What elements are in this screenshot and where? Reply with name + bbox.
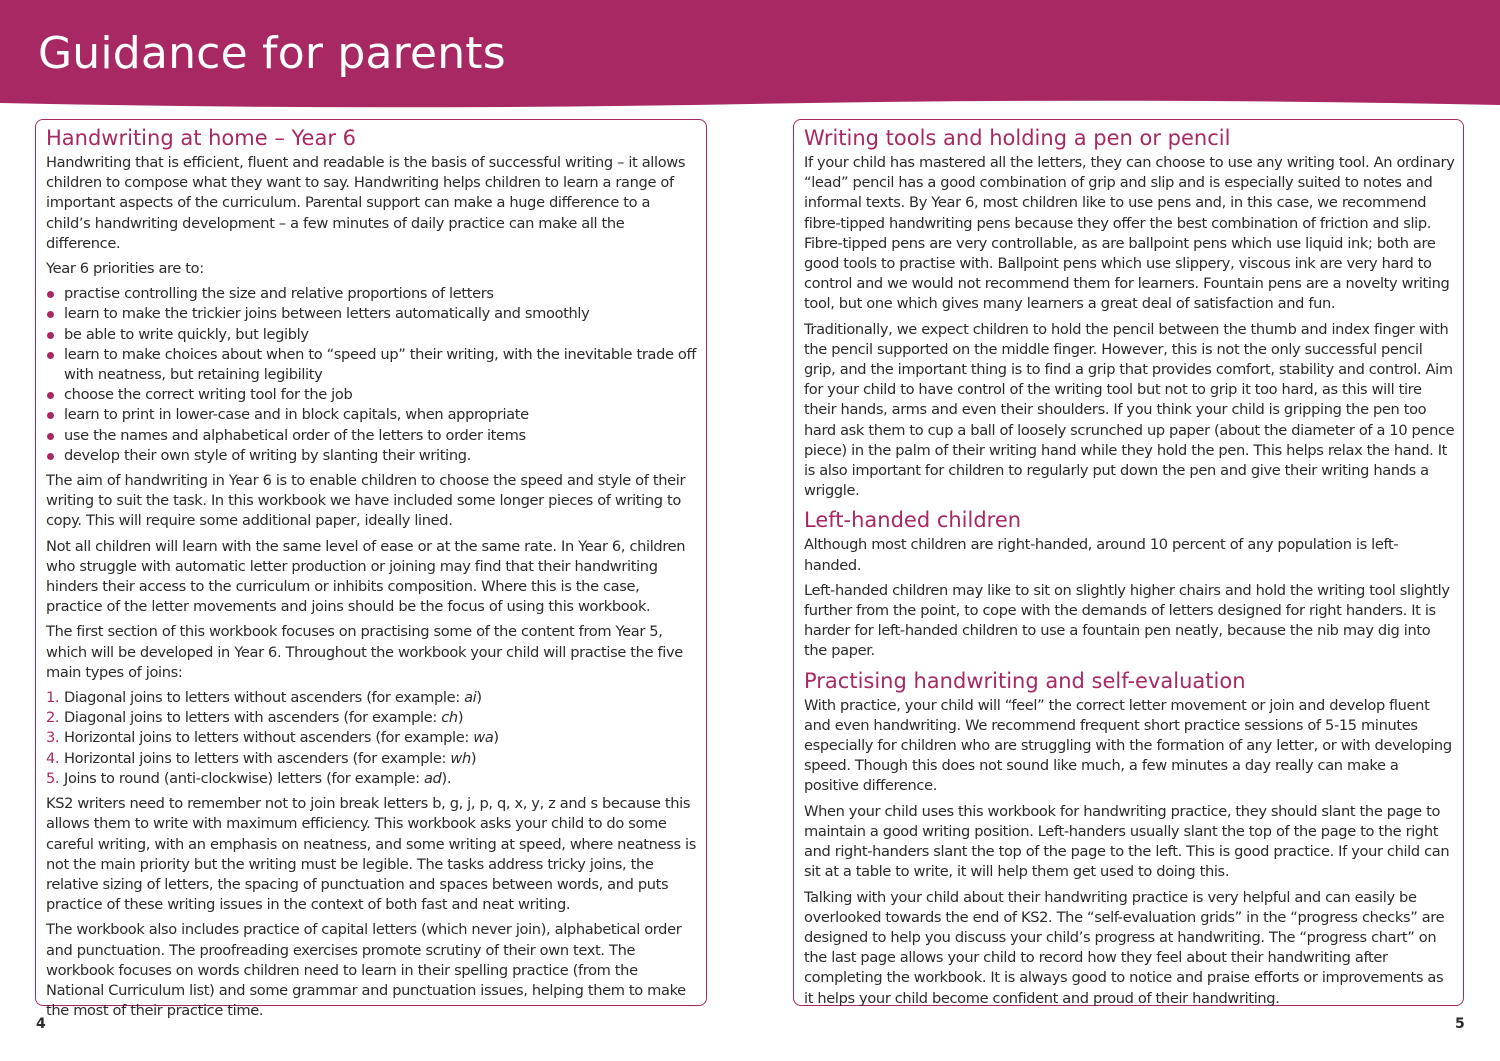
bullet-icon — [47, 453, 54, 460]
list-item: develop their own style of writing by slanting their writing. — [46, 446, 698, 466]
banner-wave-edge — [0, 99, 1500, 113]
list-item: be able to write quickly, but legibly — [46, 325, 698, 345]
list-item: choose the correct writing tool for the job — [46, 385, 698, 405]
ks2-writers-paragraph: KS2 writers need to remember not to join break letters b, g, j, p, q, x, y, z and s because this allows them to write with maximum efficiency. This workbook asks your child to do some careful writing, with an emphasis on neatness, and some writing at speed, where neatness is not the main priority but the writing must be legible. The tasks address tricky joins, the relative sizing of letters, the spacing of punctuation and spaces between words, and puts practice of these writing issues in the context of both fast and neat writing. — [46, 795, 696, 914]
heading-writing-tools: Writing tools and holding a pen or pencil — [804, 126, 1231, 150]
list-item: 4. Horizontal joins to letters with ascenders (for example: wh) — [46, 749, 477, 767]
panel-writing-tools — [793, 119, 1464, 1006]
writing-tools-paragraph: If your child has mastered all the letters, they can choose to use any writing tool. An ordinary “lead” pencil has a good combination of grip and slip and is especially suited to notes and informal texts. By Year 6, most children like to use pens and, in this case, we recommend fibre-tipped handwriting pens because they offer the best combination of friction and slip. Fibre-tipped pens are very controllable, as are ballpoint pens which use liquid ink; both are good tools to practise with. Ballpoint pens which use slippery, viscous ink are very hard to control and we would not recommend them for learners. Fountain pens are a novelty writing tool, but one which gives many learners a great deal of satisfaction and fun. — [804, 154, 1455, 313]
aim-paragraph: The aim of handwriting in Year 6 is to enable children to choose the speed and style of their writing to suit the task. In this workbook we have included some longer pieces of writing to copy. This will require some additional paper, ideally lined. — [46, 472, 686, 530]
left-handed-paragraph-2: Left-handed children may like to sit on slightly higher chairs and hold the writing tool slightly further from the point, to cope with the demands of letters designed for right handers. It is harder for left-handed children to use a fountain pen neatly, because the nib may dig into the paper. — [804, 581, 1450, 660]
practising-paragraph-2: When your child uses this workbook for handwriting practice, they should slant the page to maintain a good writing position. Left-handers usually slant the top of the page to the right and right-handers slant the top of the page to the left. This is good practice. If your child can sit at a table to write, it will help them get used to doing this. — [804, 802, 1450, 881]
list-item: learn to print in lower-case and in block capitals, when appropriate — [46, 405, 698, 425]
list-item: practise controlling the size and relative proportions of letters — [46, 284, 698, 304]
list-item: 1. Diagonal joins to letters without ascenders (for example: ai) — [46, 689, 482, 707]
page-number-right: 5 — [1455, 1016, 1465, 1032]
joins-list — [46, 688, 698, 789]
bullet-icon — [47, 433, 54, 440]
priorities-label: Year 6 priorities are to: — [46, 260, 204, 278]
first-section-paragraph: The first section of this workbook focuses on practising some of the content from Year 5, which will be developed in Year 6. Throughout the workbook your child will practise the five main types of joins: — [46, 623, 683, 681]
pencil-grip-paragraph: Traditionally, we expect children to hold the pencil between the thumb and index finger with the pencil supported on the middle finger. However, this is not the only successful pencil grip, and the important thing is to find a grip that provides comfort, stability and control. Aim for your child to have control of the writing tool but not to grip it too hard, as this will tire their hands, arms and even their shoulders. If you think your child is gripping the pen too hard ask them to cup a ball of loosely scrunched up paper (about the diameter of a 10 pence piece) in the palm of their writing hand while they hold the pen. This helps relax the hand. It is also important for children to regularly put down the pen and give their writing hands a wriggle. — [804, 320, 1455, 500]
list-item: learn to make the trickier joins between letters automatically and smoothly — [46, 304, 698, 324]
page-number-left: 4 — [36, 1016, 46, 1032]
intro-paragraph: Handwriting that is efficient, fluent and readable is the basis of successful writing – it allows children to compose what they want to say. Handwriting helps children to learn a range of important aspects of the curriculum. Parental support can make a huge difference to a child’s handwriting development – a few minutes of daily practice can make all the difference. — [46, 154, 686, 252]
heading-handwriting-at-home: Handwriting at home – Year 6 — [46, 126, 356, 150]
bullet-icon — [47, 291, 54, 298]
bullet-icon — [47, 311, 54, 318]
left-handed-paragraph-1: Although most children are right-handed, around 10 percent of any population is left-handed. — [804, 536, 1399, 574]
bullet-icon — [47, 352, 54, 359]
bullet-icon — [47, 332, 54, 339]
list-item: use the names and alphabetical order of the letters to order items — [46, 426, 698, 446]
practising-paragraph-3: Talking with your child about their handwriting practice is very helpful and can easily be overlooked towards the end of KS2. The “self-evaluation grids” in the “progress checks” are designed to help you discuss your child’s progress at handwriting. The “progress chart” on the last page allows your child to record how they feel about their handwriting after completing the workbook. It is always good to notice and praise efforts or improvements as it helps your child become confident and proud of their handwriting. — [804, 888, 1445, 1007]
heading-left-handed: Left-handed children — [804, 508, 1022, 533]
workbook-paragraph: The workbook also includes practice of capital letters (which never join), alphabetical order and punctuation. The proofreading exercises promote scrutiny of their own text. The workbook focuses on words children need to learn in their spelling practice (from the National Curriculum list) and some grammar and punctuation issues, helping them to make the most of their practice time. — [46, 921, 686, 1020]
practising-paragraph-1: With practice, your child will “feel” the correct letter movement or join and develop fluent and even handwriting. We recommend frequent short practice sessions of 5-15 minutes especially for children who are struggling with the formation of any letter, or with developing speed. Though this does not sound like much, a few minutes a day really can make a positive difference. — [804, 696, 1452, 795]
not-all-children-paragraph: Not all children will learn with the same level of ease or at the same rate. In Year 6, children who struggle with automatic letter production or joining may find that their handwriting hinders their access to the curriculum or inhibits composition. Where this is the case, practice of the letter movements and joins should be the focus of using this workbook. — [46, 537, 686, 616]
priorities-list — [46, 284, 698, 466]
heading-practising: Practising handwriting and self-evaluation — [804, 668, 1246, 693]
header-banner — [0, 0, 1500, 112]
bullet-icon — [47, 412, 54, 419]
list-item: 3. Horizontal joins to letters without ascenders (for example: wa) — [46, 729, 499, 747]
list-item: 2. Diagonal joins to letters with ascenders (for example: ch) — [46, 709, 464, 727]
page-title: Guidance for parents — [38, 28, 506, 79]
panel-handwriting-at-home — [35, 119, 707, 1020]
list-item: 5. Joins to round (anti-clockwise) letters (for example: ad). — [46, 769, 452, 787]
bullet-icon — [47, 392, 54, 399]
list-item: learn to make choices about when to “speed up” their writing, with the inevitable trade off with neatness, but retaining legibility — [46, 345, 698, 385]
